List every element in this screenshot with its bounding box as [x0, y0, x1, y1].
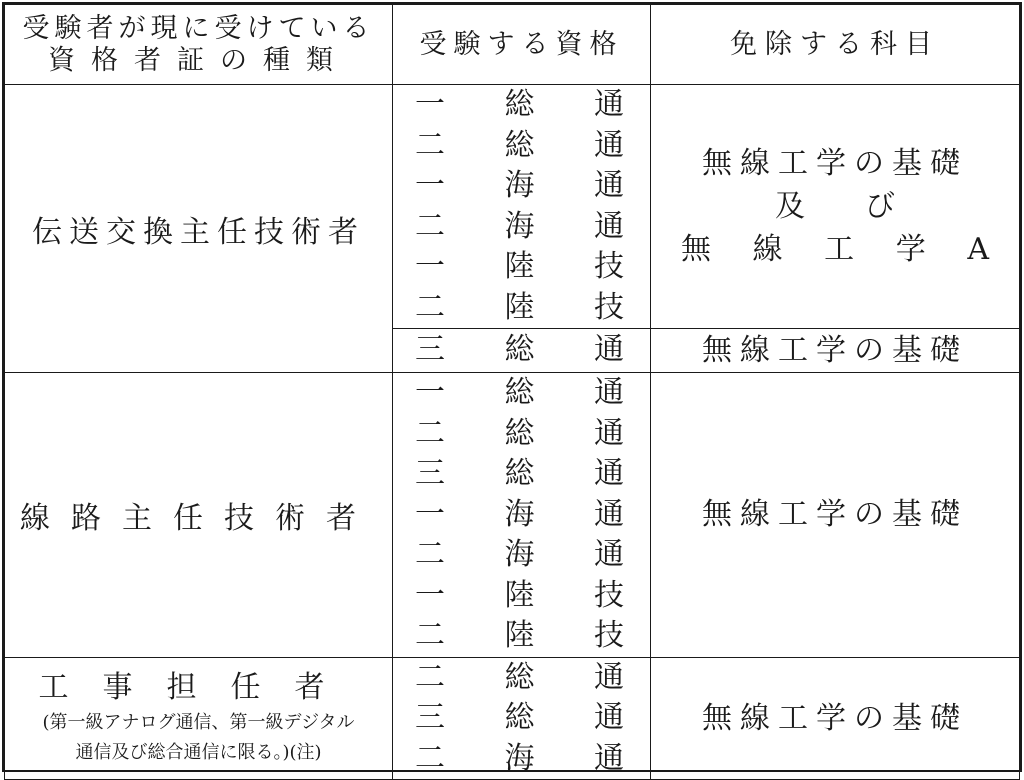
- qual-type: 通: [593, 496, 624, 532]
- qualification-item: [393, 85, 650, 126]
- qual-kind: 海: [504, 537, 535, 572]
- header-row: [5, 5, 1020, 85]
- cert-name: 工事担任者: [38, 670, 359, 706]
- qual-kind: 総: [504, 87, 535, 122]
- qualification-item: [393, 454, 650, 495]
- qual-type: 技: [593, 618, 624, 653]
- qual-kind: 陸: [504, 289, 535, 325]
- qual-type: 通: [593, 332, 624, 368]
- exempt-subject-char: 無: [681, 232, 711, 267]
- qual-grade: 三: [415, 332, 445, 368]
- qual-type: 通: [593, 168, 624, 203]
- qual-kind: 総: [504, 415, 535, 451]
- qual-type: 技: [593, 577, 624, 613]
- qual-kind: 陸: [504, 618, 535, 653]
- qual-grade: 二: [415, 537, 445, 572]
- qual-grade: 一: [415, 249, 445, 284]
- qual-type: 通: [593, 87, 624, 122]
- cert-note-line: (第一級アナログ通信、第一級デジタル: [42, 712, 355, 734]
- qual-grade: 二: [415, 208, 445, 244]
- qualification-item: [393, 698, 650, 739]
- qual-kind: 総: [504, 127, 535, 163]
- qualification-list: [393, 373, 650, 657]
- qualification-item: [393, 414, 650, 455]
- qual-grade: 二: [415, 740, 445, 776]
- table-row: [5, 373, 1020, 658]
- qualification-item: [393, 166, 650, 207]
- header-exempt-subject: 免除する科目: [651, 5, 1020, 85]
- exempt-subject-char: A: [967, 232, 989, 267]
- qual-kind: 海: [504, 208, 535, 244]
- table-row: [5, 85, 1020, 329]
- qual-kind: 総: [504, 700, 535, 735]
- qual-grade: 一: [415, 577, 445, 613]
- qual-type: 通: [593, 700, 624, 735]
- qualification-list: [393, 85, 650, 328]
- exempt-subject-cell: [651, 85, 1020, 329]
- exemption-table-container: [2, 2, 1022, 776]
- qual-grade: 二: [415, 127, 445, 163]
- qual-grade: 二: [415, 415, 445, 451]
- cert-cell-construction: [5, 657, 393, 780]
- qualification-item: [393, 373, 650, 414]
- cert-cell-transmission: 伝送交換主任技術者: [5, 85, 393, 373]
- qualification-cell: [393, 329, 651, 373]
- exempt-subject-cell: [651, 329, 1020, 373]
- exempt-subject-line: 及び: [775, 189, 955, 224]
- exempt-subject-line: 無線工学の基礎: [702, 700, 968, 736]
- table-row: [5, 657, 1020, 780]
- qualification-item: [393, 616, 650, 657]
- qual-type: 通: [593, 659, 624, 695]
- cert-note-line: 通信及び総合通信に限る。)(注): [75, 742, 322, 764]
- exemption-table: [4, 4, 1020, 780]
- header-cert-type-line1: 受験者が現に受けている: [22, 12, 375, 44]
- exempt-subject-cell: [651, 373, 1020, 658]
- qual-grade: 二: [415, 289, 445, 325]
- qualification-item: [393, 495, 650, 536]
- qual-type: 通: [593, 415, 624, 451]
- qual-grade: 一: [415, 87, 445, 122]
- header-exam-qualification: 受験する資格: [393, 5, 651, 85]
- header-cert-type: [5, 5, 393, 85]
- exempt-subject-char: 線: [752, 232, 783, 267]
- qual-type: 通: [593, 375, 624, 410]
- qualification-item: [393, 330, 650, 371]
- qual-grade: 二: [415, 659, 445, 695]
- exempt-subject-line: 無線工学の基礎: [702, 333, 968, 368]
- exempt-subject-line: 無線工学の基礎: [702, 497, 968, 533]
- qual-type: 通: [593, 127, 624, 163]
- exempt-subject-line: 無線工学の基礎: [702, 146, 968, 181]
- qual-kind: 総: [504, 332, 535, 368]
- qual-type: 通: [593, 208, 624, 244]
- qual-type: 技: [593, 289, 624, 325]
- qualification-cell: [393, 657, 651, 780]
- qualification-list: [393, 329, 650, 372]
- qual-kind: 海: [504, 740, 535, 776]
- qualification-item: [393, 739, 650, 780]
- qualification-item: [393, 288, 650, 329]
- qualification-item: [393, 247, 650, 288]
- qualification-item: [393, 535, 650, 576]
- exempt-subject-char: 工: [824, 232, 855, 267]
- qual-kind: 陸: [504, 249, 535, 284]
- qual-kind: 総: [504, 659, 535, 695]
- qual-grade: 一: [415, 496, 445, 532]
- qualification-list: [393, 658, 650, 780]
- header-cert-type-line2: 資格者証の種類: [48, 44, 349, 76]
- exempt-subject-line: [651, 228, 1019, 271]
- qual-type: 通: [593, 456, 624, 491]
- qual-kind: 陸: [504, 577, 535, 613]
- qual-kind: 海: [504, 168, 535, 203]
- qual-kind: 総: [504, 375, 535, 410]
- qual-type: 通: [593, 740, 624, 776]
- qual-kind: 海: [504, 496, 535, 532]
- qualification-item: [393, 207, 650, 248]
- exempt-subject-char: 学: [895, 232, 926, 267]
- qual-grade: 三: [415, 456, 445, 491]
- qual-type: 通: [593, 537, 624, 572]
- qual-grade: 一: [415, 168, 445, 203]
- qual-kind: 総: [504, 456, 535, 491]
- qualification-cell: [393, 373, 651, 658]
- qualification-item: [393, 576, 650, 617]
- qual-grade: 三: [415, 700, 445, 735]
- qualification-item: [393, 126, 650, 167]
- qual-grade: 一: [415, 375, 445, 410]
- exempt-subject-cell: [651, 657, 1020, 780]
- qual-type: 技: [593, 249, 624, 284]
- cert-cell-line: 線路主任技術者: [5, 373, 393, 658]
- qual-grade: 二: [415, 618, 445, 653]
- qualification-cell: [393, 85, 651, 329]
- qualification-item: [393, 658, 650, 699]
